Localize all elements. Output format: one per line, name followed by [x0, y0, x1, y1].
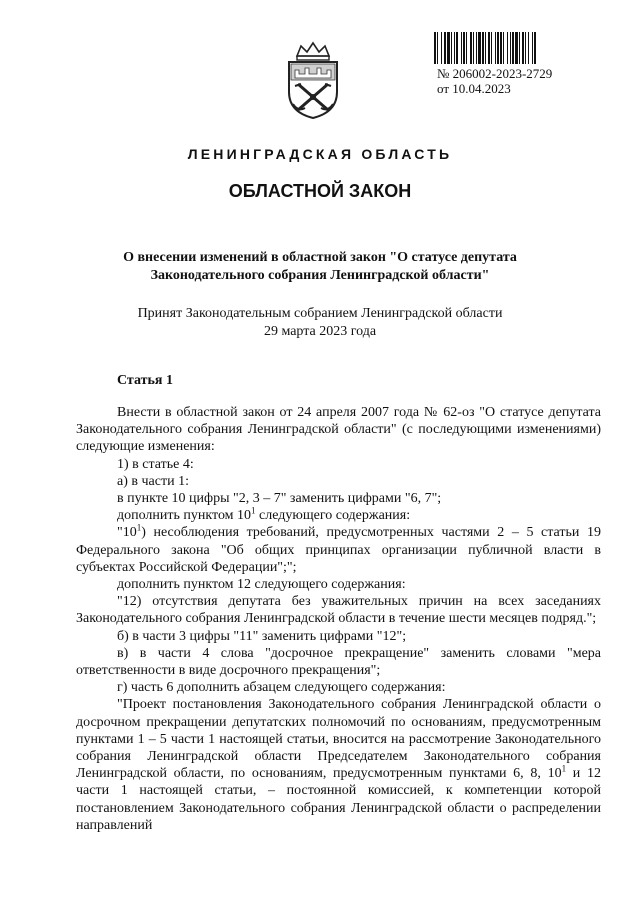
region-name: ЛЕНИНГРАДСКАЯ ОБЛАСТЬ [187, 146, 453, 162]
law-title [80, 249, 560, 285]
document-type: ОБЛАСТНОЙ ЗАКОН [228, 181, 412, 201]
adoption-line-1: Принят Законодательным собранием Ленинградской области [137, 306, 503, 321]
paragraph: в пункте 10 цифры "2, 3 – 7" заменить цифрами "6, 7"; [117, 491, 442, 507]
paragraph: 1) в статье 4: [117, 456, 194, 472]
registration-info [437, 66, 552, 96]
paragraph: Внести в областной закон от 24 апреля 2007 года № 62-оз "О статусе депутата Законодательного собрания Ленинградской области" (с последующими изменениями) следующие изменения: [76, 405, 601, 455]
coat-of-arms-icon [283, 40, 343, 120]
barcode-bar [534, 32, 536, 64]
law-title-line-1: О внесении изменений в областной закон "О статусе депутата [123, 250, 517, 265]
paragraph: "Проект постановления Законодательного собрания Ленинградской области о досрочном прекращении депутатских полномочий по основаниям, предусмотренным пунктами 1 – 5 части 1 настоящей статьи, вносится на рассмотрение Законодательного собрания Ленинградской области Председателем Законодательного собрания Ленинградской области, по основаниям, предусмотренным пунктами 6, 8, $10^1$ и 12 части 1 настоящей статьи, – постоянной комиссией, к компетенции которой постановлением Законодательного собрания Ленинградской области о распределении направлений [76, 697, 601, 833]
paragraph: "$10^1$) несоблюдения требований, предусмотренных частями 2 – 5 статьи 19 Федерального закона "Об общих принципах организации публичной власти в субъектах Российской Федерации";"; [76, 522, 601, 575]
paragraph: в) в части 4 слова "досрочное прекращение" заменить словами "мера ответственности в виде досрочного прекращения"; [76, 645, 601, 679]
paragraph: г) часть 6 дополнить абзацем следующего содержания: [117, 680, 446, 696]
paragraph: дополнить пунктом 12 следующего содержания: [117, 577, 406, 593]
barcode [434, 32, 612, 64]
law-title-line-2: Законодательного собрания Ленинградской области" [150, 268, 490, 283]
article-body [76, 404, 601, 834]
paragraph: "12) отсутствия депутата без уважительных причин на всех заседаниях Законодательного собрания Ленинградской области в течение шести месяцев подряд."; [76, 594, 601, 627]
adoption-note [80, 305, 560, 341]
adoption-date: 29 марта 2023 года [263, 324, 377, 339]
registration-number: № 206002-2023-2729 [437, 66, 553, 81]
article-heading: Статья 1 [117, 373, 173, 388]
paragraph: дополнить пунктом $10^1$ следующего содержания: [117, 505, 411, 524]
paragraph: б) в части 3 цифры "11" заменить цифрами "12"; [117, 628, 407, 644]
paragraph: а) в части 1: [117, 473, 189, 489]
registration-date: от 10.04.2023 [437, 81, 511, 96]
